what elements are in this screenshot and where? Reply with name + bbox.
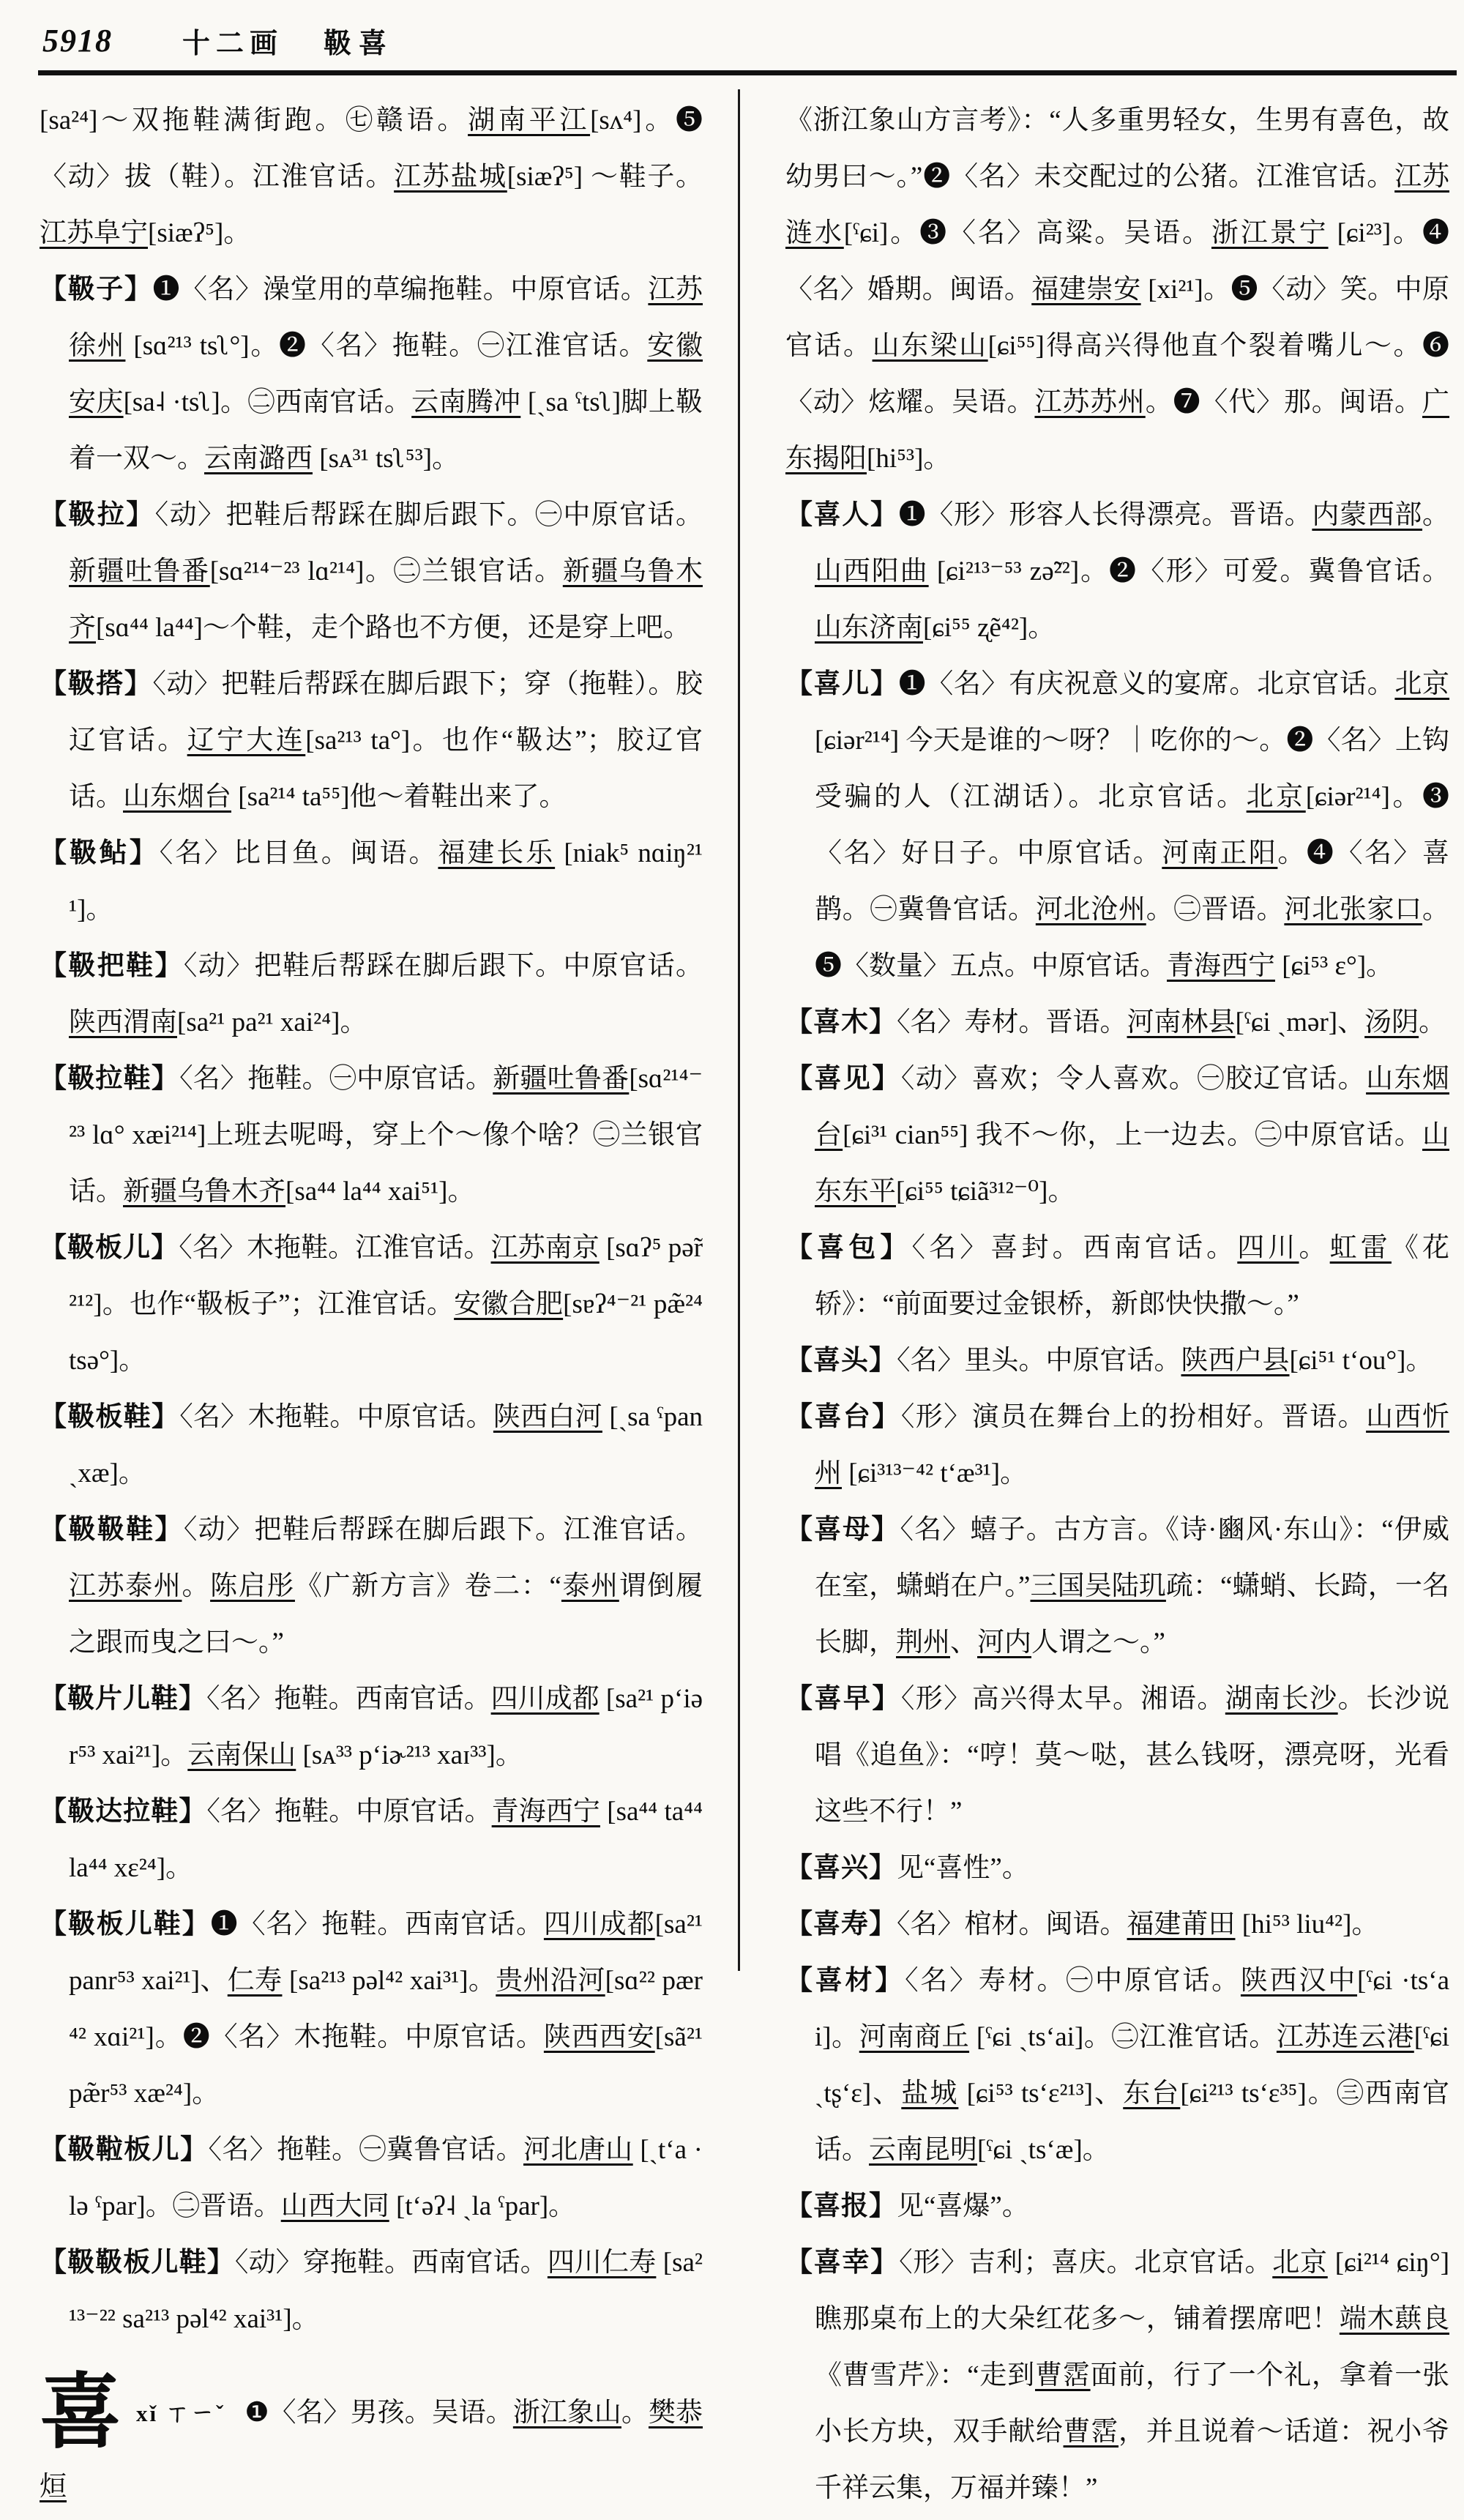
- proper-noun: 云南保山: [187, 1740, 296, 1770]
- proper-noun: 荆州: [896, 1628, 950, 1658]
- dictionary-entry: 【靸板儿】〈名〉木拖鞋。江淮官话。江苏南京 [sɑʔ⁵ pə̃r²¹²]。也作“靸板子”；江淮官话。安徽合肥[sɐʔ⁴⁻²¹ pæ̃²⁴ tsə°]。: [40, 1233, 703, 1376]
- proper-noun: 河南正阳: [1162, 838, 1278, 868]
- dictionary-entry: 【靸靸板儿鞋】〈动〉穿拖鞋。西南官话。四川仁寿 [sa²¹³⁻²² sa²¹³ pəl⁴² xai³¹]。: [40, 2248, 703, 2334]
- continuation-paragraph: 《浙江象山方言考》：“人多重男轻女，生男有喜色，故幼男曰～。”❷〈名〉未交配过的公猪。江淮官话。江苏涟水[ˤɕi]。❸〈名〉高粱。吴语。浙江景宁 [ɕi²³]。❹〈名〉婚期。闽语。福建崇安 [xi²¹]。❺〈动〉笑。中原官话。山东梁山[ɕi⁵⁵]得高兴得他直个裂着嘴儿～。❻〈动〉炫耀。吴语。江苏苏州。❼〈代〉那。闽语。广东揭阳[hi⁵³]。: [785, 105, 1450, 474]
- entry-headword: 【喜头】: [785, 1346, 897, 1376]
- running-header: [42, 12, 1449, 69]
- dictionary-entry: 【靸靸鞋】〈动〉把鞋后帮踩在脚后跟下。江淮官话。江苏泰州。陈启彤《广新方言》卷二：“泰州谓倒履之跟而曳之曰～。”: [40, 1515, 703, 1658]
- entry-headword: 【靸拉】: [40, 500, 155, 530]
- proper-noun: 新疆吐鲁番: [69, 556, 210, 586]
- proper-noun: 四川成都: [543, 1909, 655, 1939]
- entry-headword: 【喜报】: [785, 2191, 897, 2221]
- dictionary-entry: 【靸拉鞋】〈名〉拖鞋。㊀中原官话。新疆吐鲁番[sɑ²¹⁴⁻²³ lɑ° xæi²¹⁴]上班去呢呣，穿上个～像个啥？㊁兰银官话。新疆乌鲁木齐[sa⁴⁴ la⁴⁴ xai⁵¹]。: [40, 1064, 703, 1207]
- entry-headword: 【靸片儿鞋】: [40, 1684, 207, 1714]
- proper-noun: 陕西汉中: [1240, 1966, 1358, 1996]
- stroke-count-section: 十二画: [182, 28, 284, 59]
- proper-noun: 辽宁大连: [187, 726, 306, 756]
- entry-headword: 【喜儿】: [785, 669, 899, 699]
- entry-headword: 【靸鞡板儿】: [40, 2135, 209, 2165]
- proper-noun: 北京: [1272, 2248, 1328, 2278]
- dictionary-entry: 【喜包】〈名〉喜封。西南官话。四川。虹雷《花轿》：“前面要过金银桥，新郎快快撒～。”: [785, 1233, 1450, 1319]
- proper-noun: 山东济南: [815, 613, 923, 643]
- proper-noun: 河北唐山: [523, 2135, 633, 2165]
- dictionary-entry: 【喜见】〈动〉喜欢；令人喜欢。㊀胶辽官话。山东烟台[ɕi³¹ cian⁵⁵] 我不～你，上一边去。㊁中原官话。山东东平[ɕi⁵⁵ tɕiã³¹²⁻⁰]。: [785, 1064, 1450, 1207]
- proper-noun: 安徽安庆: [69, 331, 703, 417]
- entry-headword: 【喜母】: [785, 1515, 900, 1545]
- proper-noun: 河北沧州: [1035, 895, 1146, 925]
- dictionary-entry: 【喜儿】❶〈名〉有庆祝意义的宴席。北京官话。北京[ɕiər²¹⁴] 今天是谁的～呀？｜吃你的～。❷〈名〉上钩受骗的人（江湖话）。北京官话。北京[ɕiər²¹⁴]。❸〈名〉好日子。中原官话。河南正阳。❹〈名〉喜鹊。㊀冀鲁官话。河北沧州。㊁晋语。河北张家口。❺〈数量〉五点。中原官话。青海西宁 [ɕi⁵³ ɛ°]。: [785, 669, 1450, 981]
- proper-noun: 仁寿: [227, 1966, 283, 1996]
- entry-headword: 【靸板儿鞋】: [40, 1909, 211, 1939]
- entry-headword: 【靸把鞋】: [40, 951, 184, 981]
- entry-headword: 【靸板鞋】: [40, 1402, 180, 1432]
- proper-noun: 汤阴: [1364, 1007, 1419, 1037]
- entry-headword: 【喜寿】: [785, 1909, 897, 1939]
- proper-noun: 河南商丘: [859, 2022, 970, 2052]
- entry-headword: 【靸搭】: [40, 669, 153, 699]
- proper-noun: 贵州沿河: [496, 1966, 605, 1996]
- proper-noun: 陕西渭南: [69, 1007, 177, 1037]
- dictionary-entry: 【靸把鞋】〈动〉把鞋后帮踩在脚后跟下。中原官话。陕西渭南[sa²¹ pa²¹ xai²⁴]。: [40, 951, 703, 1037]
- proper-noun: 山西大同: [280, 2191, 389, 2221]
- dictionary-entry: 【喜材】〈名〉寿材。㊀中原官话。陕西汉中[ˤɕi ·tsʻai]。河南商丘 [ˤɕi ˏtsʻai]。㊁江淮官话。江苏连云港[ˤɕi ˏtʂʻɛ]、盐城 [ɕi⁵³ tsʻɛ²¹³]、东台[ɕi²¹³ tsʻɛ³⁵]。㊂西南官话。云南昆明[ˤɕi ˏtsʻæ]。: [785, 1966, 1450, 2165]
- proper-noun: 泰州: [561, 1571, 619, 1601]
- dictionary-entry: 【靸子】❶〈名〉澡堂用的草编拖鞋。中原官话。江苏徐州 [sɑ²¹³ tsʅ°]。❷〈名〉拖鞋。㊀江淮官话。安徽安庆[sa˨ ·tsʅ]。㊁西南官话。云南腾冲 [ˏsa ˤtsʅ]脚上靸着一双～。云南潞西 [sᴀ³¹ tsʅ⁵³]。: [40, 275, 703, 474]
- proper-noun: 盐城: [901, 2079, 959, 2109]
- proper-noun: 福建莆田: [1127, 1909, 1236, 1939]
- entry-headword: 【喜兴】: [785, 1853, 897, 1883]
- proper-noun: 山东东平: [815, 1120, 1450, 1207]
- proper-noun: 河北张家口: [1284, 895, 1423, 925]
- dictionary-entry: 【喜母】〈名〉蟢子。古方言。《诗·豳风·东山》：“伊威在室，蟏蛸在户。”三国吴陆玑疏：“蟏蛸、长踦，一名长脚，荆州、河内人谓之～。”: [785, 1515, 1450, 1658]
- proper-noun: 山东梁山: [872, 331, 988, 361]
- dictionary-entry: 【靸鞡板儿】〈名〉拖鞋。㊀冀鲁官话。河北唐山 [ˏtʻa ·lə ˤpar]。㊁晋语。山西大同 [tʻəʔ˨ ˏla ˤpar]。: [40, 2135, 703, 2221]
- proper-noun: 福建长乐: [438, 838, 556, 868]
- header-rule: [38, 70, 1457, 75]
- proper-noun: 北京: [1246, 782, 1306, 812]
- proper-noun: 陕西户县: [1181, 1346, 1290, 1376]
- entry-headword: 【靸板儿】: [40, 1233, 179, 1263]
- proper-noun: 云南昆明: [869, 2135, 977, 2165]
- dictionary-entry: 【喜寿】〈名〉棺材。闽语。福建莆田 [hi⁵³ liu⁴²]。: [785, 1909, 1379, 1939]
- proper-noun: 江苏徐州: [69, 275, 703, 361]
- proper-noun: 曹霑: [1035, 2360, 1091, 2390]
- entry-headword: 【靸靸板儿鞋】: [40, 2248, 235, 2278]
- entry-headword: 【喜见】: [785, 1064, 901, 1094]
- dictionary-entry: 【靸达拉鞋】〈名〉拖鞋。中原官话。青海西宁 [sa⁴⁴ ta⁴⁴ la⁴⁴ xɛ²⁴]。: [40, 1797, 703, 1883]
- dictionary-entry: 【喜台】〈形〉演员在舞台上的扮相好。晋语。山西忻州 [ɕi³¹³⁻⁴² tʻæ³¹]。: [785, 1402, 1450, 1488]
- proper-noun: 山东烟台: [123, 782, 231, 812]
- dictionary-entry: 【靸鲇】〈名〉比目鱼。闽语。福建长乐 [niak⁵ nɑiŋ²¹¹]。: [40, 838, 703, 925]
- entry-headword: 【靸达拉鞋】: [40, 1797, 207, 1827]
- proper-noun: 湖南平江: [468, 105, 591, 135]
- proper-noun: 东台: [1123, 2079, 1181, 2109]
- proper-noun: 四川仁寿: [547, 2248, 657, 2278]
- entry-headword: 【靸拉鞋】: [40, 1064, 180, 1094]
- proper-noun: 云南腾冲: [411, 387, 521, 417]
- proper-noun: 浙江景宁: [1211, 218, 1329, 248]
- entry-headword: 【靸鲇】: [40, 838, 160, 868]
- proper-noun: 新疆吐鲁番: [493, 1064, 630, 1094]
- proper-noun: 江苏连云港: [1276, 2022, 1414, 2052]
- proper-noun: 樊恭烜: [40, 2398, 703, 2502]
- proper-noun: 江苏涟水: [785, 162, 1450, 248]
- header-guide-words: 靸喜: [324, 28, 395, 59]
- proper-noun: 云南潞西: [204, 444, 313, 474]
- entry-headword: 【喜人】: [785, 500, 899, 530]
- dictionary-entry: 【喜人】❶〈形〉形容人长得漂亮。晋语。内蒙西部。山西阳曲 [ɕi²¹³⁻⁵³ zə̃²²]。❷〈形〉可爱。冀鲁官话。山东济南[ɕi⁵⁵ ʐẽ⁴²]。: [785, 500, 1450, 643]
- dictionary-entry: 【靸搭】〈动〉把鞋后帮踩在脚后跟下；穿（拖鞋）。胶辽官话。辽宁大连[sa²¹³ ta°]。也作“靸达”；胶辽官话。山东烟台 [sa²¹⁴ ta⁵⁵]他～着鞋出来了。: [40, 669, 703, 812]
- dictionary-entry: 【靸片儿鞋】〈名〉拖鞋。西南官话。四川成都 [sa²¹ pʻiər⁵³ xai²¹]。云南保山 [sᴀ³³ pʻiɚ²¹³ xaɪ³³]。: [40, 1684, 703, 1770]
- two-column-body: [20, 89, 1455, 2503]
- dictionary-entry: 喜xǐ ㄒㄧˇ ❶〈名〉男孩。吴语。浙江象山。樊恭烜: [40, 2368, 703, 2502]
- proper-noun: 江苏南京: [490, 1233, 600, 1263]
- headword-character: 喜: [40, 2368, 122, 2459]
- dictionary-entry: 【靸板鞋】〈名〉木拖鞋。中原官话。陕西白河 [ˏsa ˤpan ˏxæ]。: [40, 1402, 703, 1488]
- proper-noun: 内蒙西部: [1312, 500, 1423, 530]
- entry-headword: 【喜早】: [785, 1684, 901, 1714]
- proper-noun: 陈启彤: [210, 1571, 295, 1601]
- proper-noun: 青海西宁: [491, 1797, 600, 1827]
- headword-pinyin: xǐ ㄒㄧˇ: [136, 2401, 226, 2426]
- proper-noun: 江苏盐城: [394, 162, 507, 192]
- proper-noun: 江苏阜宁: [40, 218, 148, 248]
- proper-noun: 山东烟台: [815, 1064, 1450, 1150]
- proper-noun: 江苏苏州: [1034, 387, 1146, 417]
- entry-headword: 【喜幸】: [785, 2248, 900, 2278]
- continuation-paragraph: [sa²⁴]～双拖鞋满街跑。㊆赣语。湖南平江[sʌ⁴]。❺〈动〉拔（鞋）。江淮官话。江苏盐城[siæʔ⁵] ～鞋子。江苏阜宁[siæʔ⁵]。: [40, 105, 703, 248]
- proper-noun: 河内: [977, 1628, 1031, 1658]
- entry-headword: 【靸子】: [40, 275, 153, 305]
- entry-headword: 【喜木】: [785, 1007, 897, 1037]
- dictionary-entry: 【靸拉】〈动〉把鞋后帮踩在脚后跟下。㊀中原官话。新疆吐鲁番[sɑ²¹⁴⁻²³ lɑ²¹⁴]。㊁兰银官话。新疆乌鲁木齐[sɑ⁴⁴ la⁴⁴]～个鞋，走个路也不方便，还是穿上吧。: [40, 500, 703, 643]
- dictionary-entry: 【喜头】〈名〉里头。中原官话。陕西户县[ɕi⁵¹ tʻou°]。: [785, 1346, 1433, 1376]
- proper-noun: 虹雷: [1329, 1233, 1392, 1263]
- proper-noun: 陕西西安: [543, 2022, 655, 2052]
- page-number: 5918: [42, 22, 113, 59]
- proper-noun: 四川成都: [490, 1684, 600, 1714]
- proper-noun: 江苏泰州: [69, 1571, 182, 1601]
- proper-noun: 新疆乌鲁木齐: [123, 1177, 285, 1207]
- proper-noun: 三国吴陆玑: [1030, 1571, 1166, 1601]
- dictionary-entry: 【喜兴】见“喜性”。: [785, 1853, 1029, 1883]
- proper-noun: 山西阳曲: [815, 556, 929, 586]
- proper-noun: 曹霑: [1063, 2417, 1119, 2447]
- proper-noun: 湖南长沙: [1225, 1684, 1338, 1714]
- entry-headword: 【喜材】: [785, 1966, 905, 1996]
- proper-noun: 端木蕻良: [1339, 2304, 1450, 2334]
- dictionary-entry: 【喜木】〈名〉寿材。晋语。河南林县[ˤɕi ˏmər]、汤阴。: [785, 1007, 1446, 1037]
- entry-headword: 【喜台】: [785, 1402, 901, 1432]
- entry-headword: 【喜包】: [785, 1233, 912, 1263]
- entry-headword: 【靸靸鞋】: [40, 1515, 184, 1545]
- proper-noun: 安徽合肥: [454, 1289, 564, 1319]
- dictionary-entry: 【喜幸】〈形〉吉利；喜庆。北京官话。北京 [ɕi²¹⁴ ɕiŋ°] 瞧那桌布上的大朵红花多～，铺着摆席吧！端木蕻良《曹雪芹》：“走到曹霑面前，行了一个礼，拿着一张小长方块，双手献给曹霑，并且说着～话道：祝小爷千祥云集，万福并臻！”: [785, 2248, 1450, 2503]
- proper-noun: 浙江象山: [512, 2398, 621, 2428]
- proper-noun: 河南林县: [1127, 1007, 1236, 1037]
- dictionary-entry: 【喜报】见“喜爆”。: [785, 2191, 1029, 2221]
- column-right: [738, 89, 1455, 2503]
- dictionary-entry: 【喜早】〈形〉高兴得太早。湘语。湖南长沙。长沙说唱《追鱼》：“哼！莫～哒，甚么钱呀，漂亮呀，光看这些不行！”: [785, 1684, 1450, 1827]
- proper-noun: 北京: [1394, 669, 1450, 699]
- proper-noun: 青海西宁: [1167, 951, 1275, 981]
- proper-noun: 广东揭阳: [785, 387, 1450, 474]
- dictionary-entry: 【靸板儿鞋】❶〈名〉拖鞋。西南官话。四川成都[sa²¹ panr⁵³ xai²¹]、仁寿 [sa²¹³ pəl⁴² xai³¹]。贵州沿河[sɑ²² pær⁴² xɑi²¹]。❷〈名〉木拖鞋。中原官话。陕西西安[sã²¹ pæ̃r⁵³ xæ²⁴]。: [40, 1909, 703, 2109]
- proper-noun: 福建崇安: [1031, 275, 1141, 305]
- proper-noun: 山西忻州: [815, 1402, 1450, 1488]
- column-left: [20, 89, 738, 2502]
- proper-noun: 新疆乌鲁木齐: [69, 556, 703, 643]
- proper-noun: 四川: [1237, 1233, 1299, 1263]
- proper-noun: 陕西白河: [493, 1402, 602, 1432]
